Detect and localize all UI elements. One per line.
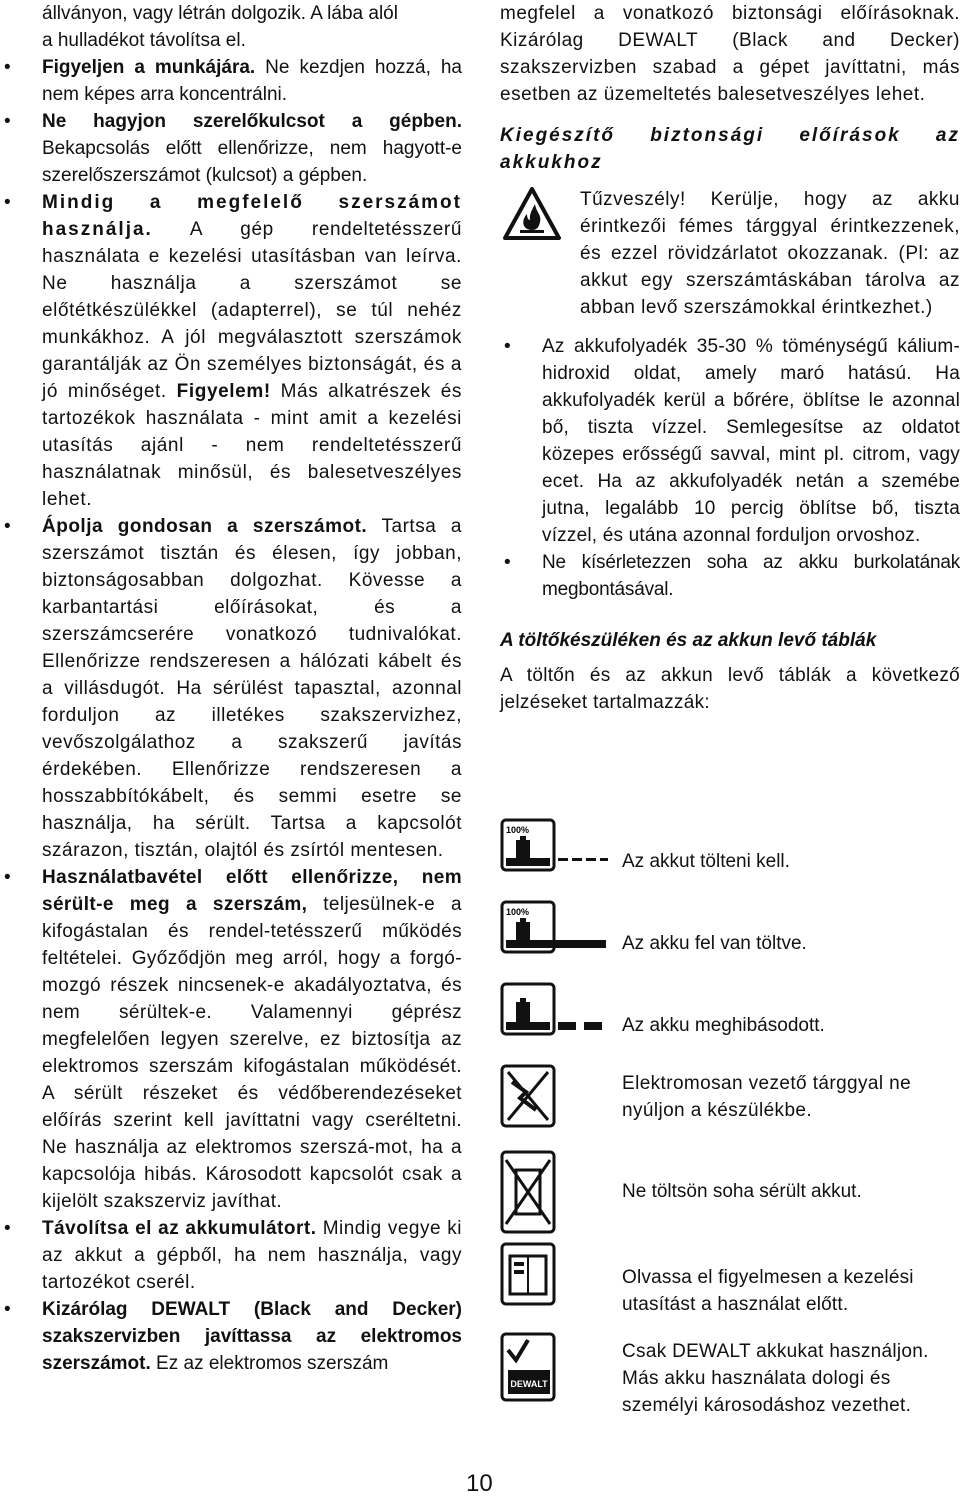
symbol-row	[500, 1064, 960, 1144]
svg-text:DEWALT: DEWALT	[510, 1379, 548, 1389]
symbol-row	[500, 982, 960, 1052]
bullet-attention	[42, 54, 462, 108]
fire-hazard-icon	[502, 186, 562, 242]
section-heading-battery-safety: Kiegészítő biztonsági előírások az akkukhoz	[500, 125, 960, 173]
symbol-row	[500, 900, 960, 970]
bullet-electrolyte: • Az akkufolyadék 35-30 % töménységű kálium-hidroxid oldat, amely maró hatású. Ha akkufolyadék kerül a bőrére, öblítse le azonnal bő, tiszta vízzel. Semlegesítse az oldatot közepes erősségű savval, mint pl. citrom, vagy ecet. Ha az akkufolyadék netán a szemébe jutna, legalább 10 percig öblítse bő, tiszta vízzel, és utána azonnal forduljon orvoshoz.	[542, 333, 960, 549]
fire-warning	[542, 186, 960, 321]
right-column	[500, 0, 960, 716]
bullet-title: Távolítsa el az akkumulátort.	[42, 1218, 317, 1239]
bullet-title: Kizárólag DEWALT (Black and Decker) szakszervizben javíttassa az elektromos szerszámot.	[42, 1299, 462, 1374]
symbol-text: Csak DEWALT akkukat használjon. Más akku használata dologi és személyi károsodáshoz vezethet.	[622, 1341, 929, 1416]
bullet-title: Ápolja gondosan a szerszámot.	[42, 516, 368, 537]
svg-text:100%: 100%	[506, 907, 530, 917]
symbol-text: Elektromosan vezető tárggyal ne nyúljon a készülékbe.	[622, 1073, 912, 1121]
bullet-text: Bekapcsolás előtt ellenőrizze, nem hagyott-e szerelőszerszámot (kulcsot) a gépben.	[42, 138, 462, 186]
labels-intro: A töltőn és az akkun levő táblák a következő jelzéseket tartalmazzák:	[500, 665, 960, 713]
bullet-do-not-open: • Ne kísérletezzen soha az akku burkolatának megbontásával.	[542, 549, 960, 603]
bullet-text: Más alkatrészek és tartozékok használata - mint amit a kezelési utasítás ajánl - nem rendeltetésszerű használatnak minősül, és balesetveszélyes lehet.	[42, 381, 463, 510]
bullet-service	[42, 1296, 462, 1377]
symbol-row	[500, 1150, 960, 1230]
bullet-title: Ne hagyjon szerelőkulcsot a gépben.	[42, 111, 462, 132]
section-heading-labels: A töltőkészüléken és az akkun levő táblák	[500, 630, 877, 651]
bullet-text: Ez az elektromos szerszám	[150, 1353, 389, 1374]
paragraph-continued	[42, 0, 462, 54]
symbol-text: Olvassa el figyelmesen a kezelési utasítást a használat előtt.	[622, 1267, 914, 1315]
bullet-text: Tartsa a szerszámot tisztán és élesen, így jobban, biztonságosabban dolgozhat. Kövesse a karbantartási előírásokat, és a szerszámcserére vonatkozó tudnivalókat. Ellenőrizze rendszeresen a hálózati kábelt és a villásdugót. Ha sérülést tapasztal, azonnal forduljon az illetékes szakszervizhez, vevőszolgálathoz a szakszerű javítás érdekében. Ellenőrizze rendszeresen a hosszabbítókábelt, és semmi esetre se használja, ha sérült. Tartsa a kapcsolót szárazon, tisztán, olajtól és zsírtól mentesen.	[42, 516, 462, 861]
no-conductive-object-icon	[500, 1064, 556, 1128]
bullet-title: Mindig a megfelelő szerszámot használja.	[42, 192, 462, 240]
fire-warning-text: Tűzveszély! Kerülje, hogy az akku érintkezői fémes tárggyal érintkezzenek, és ezzel rövidzárlatot okozzanak. (Pl: az akkut egy szerszámtáskában tárolva az abban levő szerszámokkal érintkezhet.)	[580, 189, 960, 318]
text-line: állványon, vagy létrán dolgozik. A lába alól	[42, 3, 398, 24]
symbol-text: Az akku fel van töltve.	[622, 933, 807, 954]
no-damaged-battery-icon	[500, 1150, 556, 1234]
page-number: 10	[466, 1470, 493, 1497]
text-line: a hulladékot távolítsa el.	[42, 30, 246, 51]
read-manual-icon	[500, 1242, 556, 1306]
bullet-text: teljesülnek-e a kifogástalan és rendel-tetésszerű működés feltételei. Győződjön meg arról, hogy a forgó-mozgó részek nincsenek-e akadályoztatva, és nem sérültek-e. Valamennyi géprész megfelelően legyen szerelve, ez biztosítja az elektromos szerszám kifogástalan működését. A sérült részeket és védőberendezéseket előírás szerint kell javíttatni vagy cseréltetni. Ne használja az elektromos szerszá-mot, ha a kapcsolója hibás. Károsodott kapcsolót csak a kijelölt szakszerviz javíthat.	[42, 894, 462, 1212]
bullet-wrench	[42, 108, 462, 189]
svg-text:100%: 100%	[506, 825, 530, 835]
bullet-proper-tool	[42, 189, 462, 513]
bullet-remove-battery	[42, 1215, 462, 1296]
bullet-text: A gép rendeltetésszerű használata e kezelési utasításban van leírva. Ne használja a szerszámot se előtétkészülékkel (adapterrel), se túl nehéz munkákhoz. A jól megválasztott szerszámok garantálják az Ön személyes biztonságát, és a jó minőséget.	[42, 219, 462, 402]
left-column	[42, 0, 462, 1377]
symbol-row	[500, 818, 960, 888]
bullet-text: Mindig vegye ki az akkut a gépből, ha nem használja, vagy tartozékot cserél.	[42, 1218, 462, 1293]
battery-faulty-icon	[500, 982, 610, 1036]
symbol-row	[500, 1332, 960, 1422]
battery-charged-icon	[500, 900, 610, 954]
bullet-title: Figyeljen a munkájára.	[42, 57, 256, 78]
symbol-text: Ne töltsön soha sérült akkut.	[622, 1181, 862, 1202]
bullet-title: Használatbavétel előtt ellenőrizze, nem sérült-e meg a szerszám,	[42, 867, 462, 915]
paragraph-continued: megfelel a vonatkozó biztonsági előírásoknak. Kizárólag DEWALT (Black and Decker) szakszervizben szabad a gépet javíttatni, más esetben az üzemeltetés balesetveszélyes lehet.	[500, 3, 960, 105]
symbol-text: Az akku meghibásodott.	[622, 1015, 825, 1036]
bullet-maintenance	[42, 513, 462, 864]
dewalt-battery-icon	[500, 1332, 556, 1402]
battery-charging-icon	[500, 818, 610, 872]
bullet-inspection	[42, 864, 462, 1215]
symbol-text: Az akkut tölteni kell.	[622, 851, 790, 872]
bullet-title: Figyelem!	[176, 381, 271, 402]
bullet-text: Ne kezdjen hozzá, ha nem képes arra koncentrálni.	[42, 57, 462, 105]
symbol-row	[500, 1242, 960, 1322]
